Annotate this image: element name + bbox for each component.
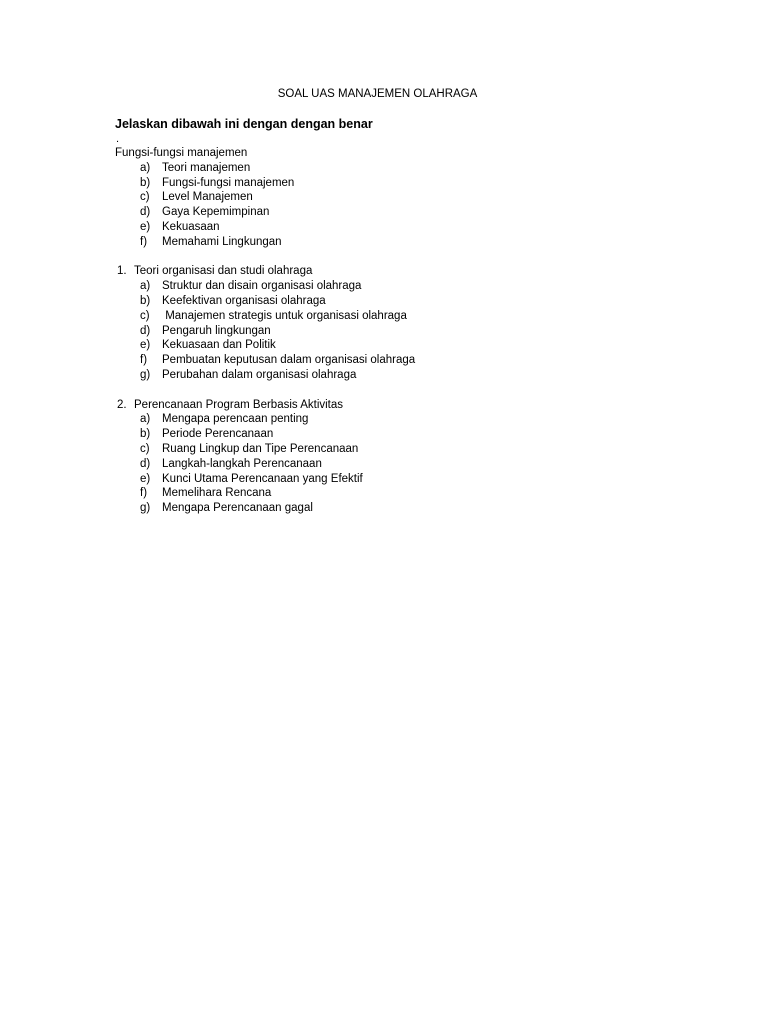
list-item xyxy=(115,176,755,191)
item-text: Pengaruh lingkungan xyxy=(162,324,271,337)
item-letter: f) xyxy=(140,487,148,500)
item-text: Keefektivan organisasi olahraga xyxy=(162,294,326,307)
item-text: Mengapa Perencanaan gagal xyxy=(162,502,313,515)
item-letter: c) xyxy=(140,191,150,204)
list-item xyxy=(115,442,755,457)
item-letter: b) xyxy=(140,294,151,307)
item-text: Level Manajemen xyxy=(162,191,253,204)
list-item xyxy=(115,338,755,353)
list-item xyxy=(115,161,755,176)
section-number: 1. xyxy=(117,265,127,278)
item-letter: d) xyxy=(140,324,151,337)
item-text: Memelihara Rencana xyxy=(162,487,272,500)
item-text: Kunci Utama Perencanaan yang Efektif xyxy=(162,472,363,485)
section-heading xyxy=(115,398,755,413)
item-letter: g) xyxy=(140,368,151,381)
list-item xyxy=(115,205,755,220)
intro-label: Fungsi-fungsi manajemen xyxy=(115,147,248,159)
item-text: Ruang Lingkup dan Tipe Perencanaan xyxy=(162,442,359,455)
section-title: Teori organisasi dan studi olahraga xyxy=(134,265,313,278)
item-text: Fungsi-fungsi manajemen xyxy=(162,176,295,189)
item-text: Periode Perencanaan xyxy=(162,428,274,441)
list-item xyxy=(115,353,755,368)
item-letter: f) xyxy=(140,354,148,367)
item-letter: e) xyxy=(140,472,151,485)
list-item xyxy=(115,235,755,250)
intro-label-line xyxy=(115,146,755,161)
item-text: Manajemen strategis untuk organisasi olahraga xyxy=(162,309,407,322)
section-heading xyxy=(115,264,755,279)
item-text: Memahami Lingkungan xyxy=(162,235,282,248)
document-body xyxy=(115,146,755,516)
list-item xyxy=(115,324,755,339)
item-text: Kekuasaan xyxy=(162,220,220,233)
list-item xyxy=(115,472,755,487)
blank-line xyxy=(115,250,755,265)
list-item xyxy=(115,501,755,516)
list-item xyxy=(115,368,755,383)
item-text: Mengapa perencaan penting xyxy=(162,413,309,426)
item-text: Struktur dan disain organisasi olahraga xyxy=(162,280,362,293)
list-item xyxy=(115,294,755,309)
list-item xyxy=(115,486,755,501)
item-letter: g) xyxy=(140,502,151,515)
item-letter: b) xyxy=(140,428,151,441)
item-text: Perubahan dalam organisasi olahraga xyxy=(162,368,357,381)
item-letter: a) xyxy=(140,413,151,426)
item-text: Langkah-langkah Perencanaan xyxy=(162,457,322,470)
item-text: Gaya Kepemimpinan xyxy=(162,206,270,219)
list-item xyxy=(115,220,755,235)
item-text: Pembuatan keputusan dalam organisasi olahraga xyxy=(162,354,416,367)
document-title: SOAL UAS MANAJEMEN OLAHRAGA xyxy=(277,88,478,100)
list-item xyxy=(115,457,755,472)
list-item xyxy=(115,427,755,442)
section-title: Perencanaan Program Berbasis Aktivitas xyxy=(134,398,344,411)
item-letter: a) xyxy=(140,280,151,293)
dot-mark: . xyxy=(116,133,120,145)
list-item xyxy=(115,279,755,294)
item-letter: b) xyxy=(140,176,151,189)
item-letter: c) xyxy=(140,442,150,455)
list-item xyxy=(115,412,755,427)
item-letter: a) xyxy=(140,161,151,174)
section-number: 2. xyxy=(117,398,127,411)
instruction-heading: Jelaskan dibawah ini dengan dengan benar xyxy=(115,117,373,131)
item-letter: e) xyxy=(140,339,151,352)
list-item xyxy=(115,309,755,324)
item-letter: d) xyxy=(140,206,151,219)
list-item xyxy=(115,190,755,205)
item-letter: e) xyxy=(140,220,151,233)
blank-line xyxy=(115,383,755,398)
item-letter: d) xyxy=(140,457,151,470)
item-letter: f) xyxy=(140,235,148,248)
item-letter: c) xyxy=(140,309,150,322)
item-text: Teori manajemen xyxy=(162,161,251,174)
item-text: Kekuasaan dan Politik xyxy=(162,339,276,352)
